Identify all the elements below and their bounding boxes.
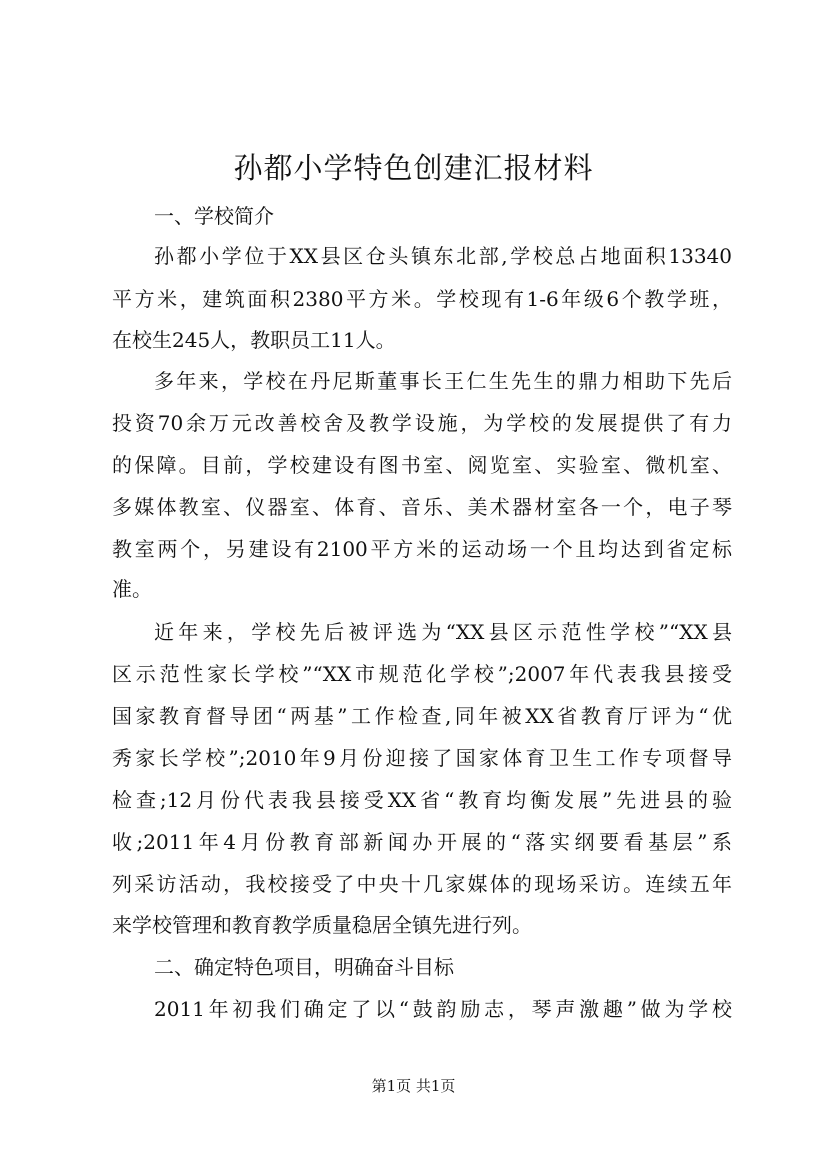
- section-heading-school-intro: 一、学校简介: [154, 204, 274, 228]
- paragraph-line: 的保障。目前，学校建设有图书室、阅览室、实验室、微机室、: [112, 453, 732, 477]
- paragraph-line: 来学校管理和教育教学质量稳居全镇先进行列。: [112, 913, 532, 937]
- paragraph-line: 准。: [112, 577, 152, 601]
- paragraph-line: 秀家长学校”;2010年9月份迎接了国家体育卫生工作专项督导: [112, 746, 732, 770]
- paragraph-line: 在校生245人，教职员工11人。: [112, 328, 396, 352]
- paragraph-line: 平方米，建筑面积2380平方米。学校现有1-6年级6个教学班，: [112, 287, 732, 311]
- paragraph-line: 投资70余万元改善校舍及教学设施，为学校的发展提供了有力: [112, 411, 732, 435]
- paragraph-line: 多媒体教室、仪器室、体育、音乐、美术器材室各一个，电子琴: [112, 495, 732, 519]
- paragraph-line: 孙都小学位于XX县区仓头镇东北部,学校总占地面积13340: [154, 244, 732, 268]
- paragraph-line: 近年来，学校先后被评选为“XX县区示范性学校”“XX县: [154, 620, 732, 644]
- section-heading-feature-project: 二、确定特色项目，明确奋斗目标: [154, 955, 454, 979]
- paragraph-line: 检查;12月份代表我县接受XX省“教育均衡发展”先进县的验: [112, 788, 732, 812]
- paragraph-line: 2011年初我们确定了以“鼓韵励志，琴声激趣”做为学校: [154, 997, 732, 1021]
- page-footer: 第1页 共1页: [371, 1077, 456, 1095]
- paragraph-line: 教室两个，另建设有2100平方米的运动场一个且均达到省定标: [112, 537, 732, 561]
- paragraph-line: 区示范性家长学校”“XX市规范化学校”;2007年代表我县接受: [112, 662, 732, 686]
- paragraph-line: 多年来，学校在丹尼斯董事长王仁生先生的鼎力相助下先后: [154, 369, 732, 393]
- paragraph-line: 列采访活动，我校接受了中央十几家媒体的现场采访。连续五年: [112, 872, 732, 896]
- paragraph-line: 收;2011年4月份教育部新闻办开展的“落实纲要看基层”系: [112, 830, 732, 854]
- paragraph-line: 国家教育督导团“两基”工作检查,同年被XX省教育厅评为“优: [112, 704, 732, 728]
- document-title: 孙都小学特色创建汇报材料: [233, 151, 594, 185]
